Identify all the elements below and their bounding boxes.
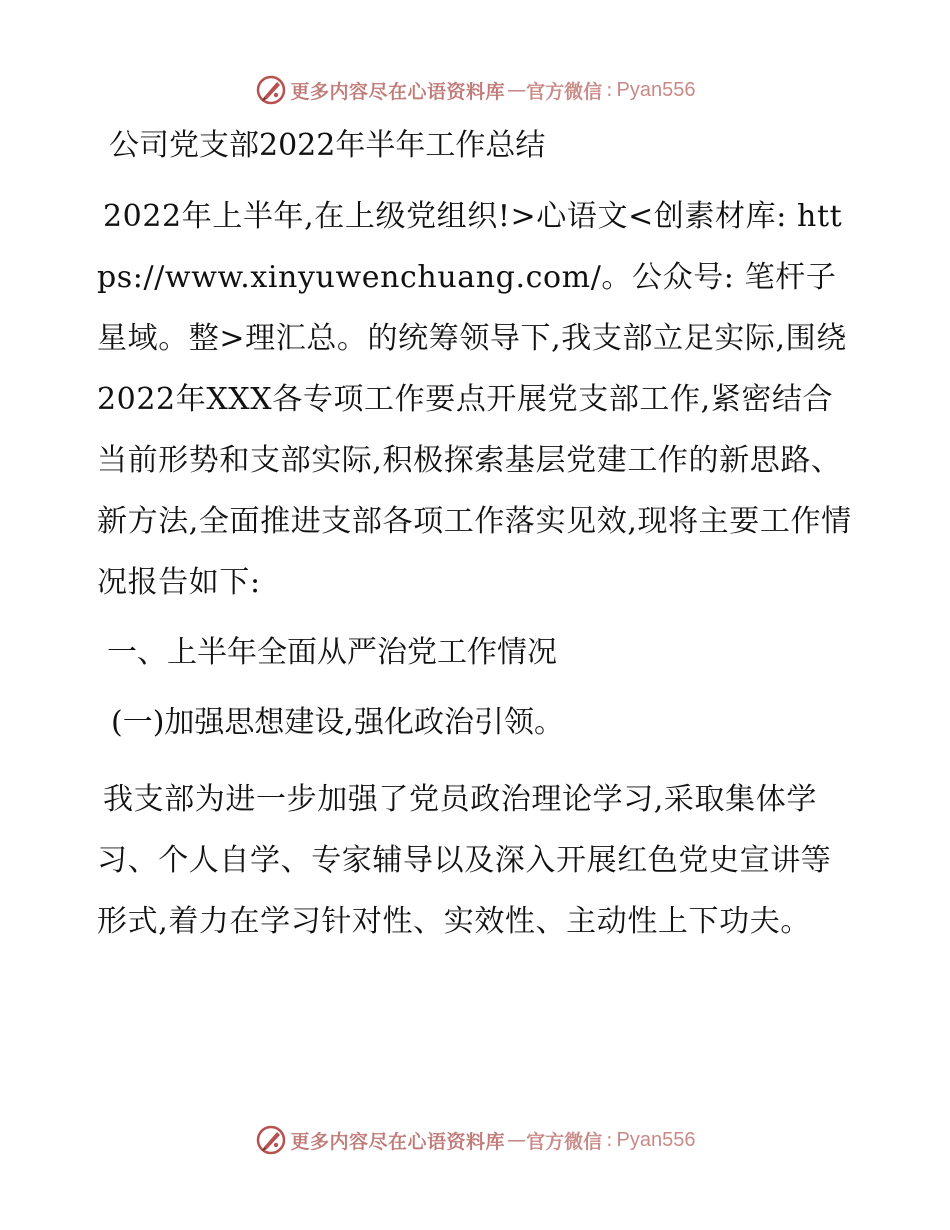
banner-official-label: 官方微信 — [526, 80, 603, 103]
banner-wechat-id: Pyan556 — [616, 78, 696, 101]
banner-official-label: 官方微信 — [526, 1130, 603, 1153]
banner-wechat-id: Pyan556 — [616, 1128, 696, 1151]
banner-text: 更多内容尽在心语资料库 — [290, 80, 506, 103]
document-body — [97, 120, 857, 966]
body-paragraph-1: 我支部为进一步加强了党员政治理论学习,采取集体学习、个人自学、专家辅导以及深入开展红色党史宣讲等形式,着力在学习针对性、实效性、主动性上下功夫。 — [97, 782, 832, 939]
quill-pen-logo-icon — [255, 1124, 287, 1156]
banner-text: 更多内容尽在心语资料库 — [290, 1130, 506, 1153]
banner-colon: : — [606, 79, 613, 101]
banner-colon: : — [606, 1129, 613, 1151]
subsection-heading-1: (一)加强思想建设,强化政治引领。 — [111, 705, 564, 740]
header-banner — [0, 70, 950, 110]
banner-separator: — — [507, 1129, 525, 1151]
intro-paragraph: 2022年上半年,在上级党组织!>心语文<创素材库: https://www.xinyuwenchuang.com/。公众号: 笔杆子星域。整>理汇总。的统筹领导下,我支部立足实际,围绕2022年XXX各专项工作要点开展党支部工作,紧密结合当前形势和支部实际,积极探索基层党建工作的新思路、新方法,全面推进支部各项工作落实见效,现将主要工作情况报告如下: — [97, 199, 852, 600]
page-title: 公司党支部2022年半年工作总结 — [109, 128, 546, 163]
section-heading-1: 一、上半年全面从严治党工作情况 — [107, 635, 557, 670]
footer-banner — [0, 1120, 950, 1160]
banner-separator: — — [507, 79, 525, 101]
quill-pen-logo-icon — [255, 74, 287, 106]
